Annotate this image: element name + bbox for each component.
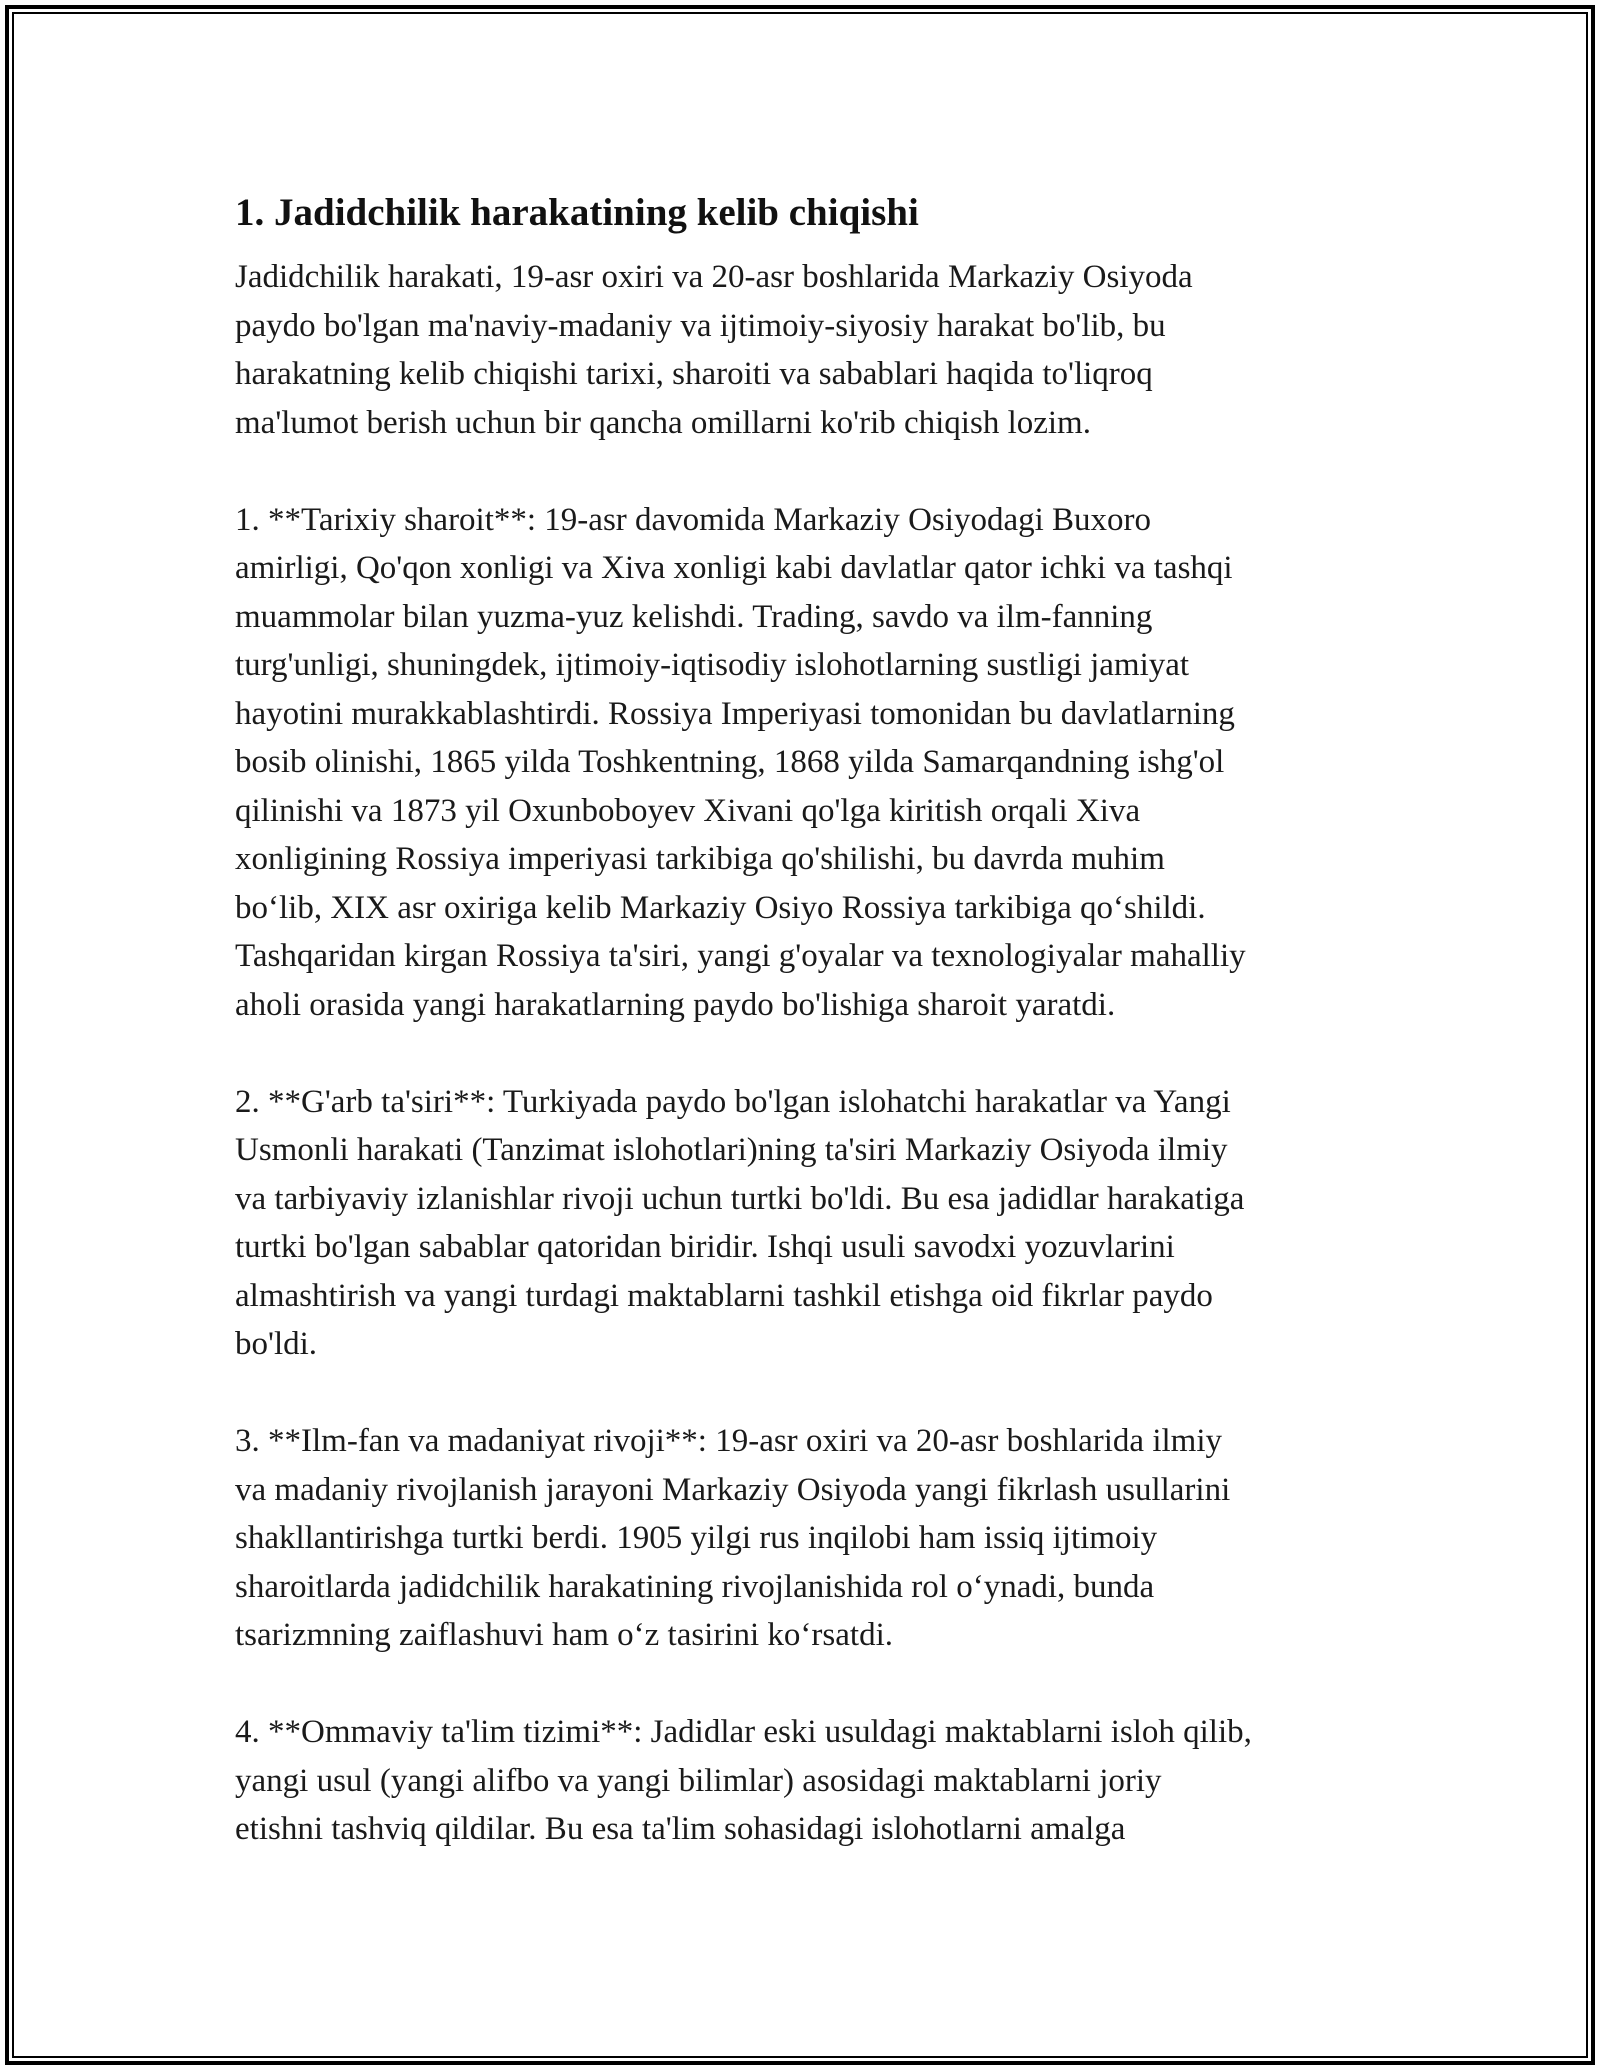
paragraph-public-education: 4. **Ommaviy ta'lim tizimi**: Jadidlar eski usuldagi maktablarni isloh qilib, yangi usul (yangi alifbo va yangi bilimlar) asosidagi maktablarni joriy etishni tashviq qildilar. Bu esa ta'lim sohasidagi islohotlarni amalga: [235, 1714, 1252, 1847]
document-body: [235, 185, 1375, 1902]
paragraph-science-culture: 3. **Ilm-fan va madaniyat rivoji**: 19-asr oxiri va 20-asr boshlarida ilmiy va madaniy rivojlanish jarayoni Markaziy Osiyoda yangi fikrlash usullarini shakllantirishga turtki berdi. 1905 yilgi rus inqilobi ham issiq ijtimoiy sharoitlarda jadidchilik harakatining rivojlanishida rol o‘ynadi, bunda tsarizmning zaiflashuvi ham o‘z tasirini ko‘rsatdi.: [235, 1423, 1231, 1653]
intro-paragraph: Jadidchilik harakati, 19-asr oxiri va 20-asr boshlarida Markaziy Osiyoda paydo bo'lgan ma'naviy-madaniy va ijtimoiy-siyosiy harakat bo'lib, bu harakatning kelib chiqishi tarixi, sharoiti va sabablari haqida to'liqroq ma'lumot berish uchun bir qancha omillarni ko'rib chiqish lozim.: [235, 259, 1193, 441]
paragraph-historical-conditions: 1. **Tarixiy sharoit**: 19-asr davomida Markaziy Osiyodagi Buxoro amirligi, Qo'qon xonligi va Xiva xonligi kabi davlatlar qator ichki va tashqi muammolar bilan yuzma-yuz kelishdi. Trading, savdo va ilm-fanning turg'unligi, shuningdek, ijtimoiy-iqtisodiy islohotlarning sustligi jamiyat hayotini murakkablashtirdi. Rossiya Imperiyasi tomonidan bu davlatlarning bosib olinishi, 1865 yilda Toshkentning, 1868 yilda Samarqandning ishg'ol qilinishi va 1873 yil Oxunboboyev Xivani qo'lga kiritish orqali Xiva xonligining Rossiya imperiyasi tarkibiga qo'shilishi, bu davrda muhim bo‘lib, XIX asr oxiriga kelib Markaziy Osiyo Rossiya tarkibiga qo‘shildi. Tashqaridan kirgan Rossiya ta'siri, yangi g'oyalar va texnologiyalar mahalliy aholi orasida yangi harakatlarning paydo bo'lishiga sharoit yaratdi.: [235, 501, 1246, 1023]
paragraph-western-influence: 2. **G'arb ta'siri**: Turkiyada paydo bo'lgan islohatchi harakatlar va Yangi Usmonli harakati (Tanzimat islohotlari)ning ta'siri Markaziy Osiyoda ilmiy va tarbiyaviy izlanishlar rivoji uchun turtki bo'ldi. Bu esa jadidlar harakatiga turtki bo'lgan sabablar qatoridan biridir. Ishqi usuli savodxi yozuvlarini almashtirish va yangi turdagi maktablarni tashkil etishga oid fikrlar paydo bo'ldi.: [235, 1083, 1245, 1362]
section-heading: 1. Jadidchilik harakatining kelib chiqishi: [235, 191, 919, 234]
